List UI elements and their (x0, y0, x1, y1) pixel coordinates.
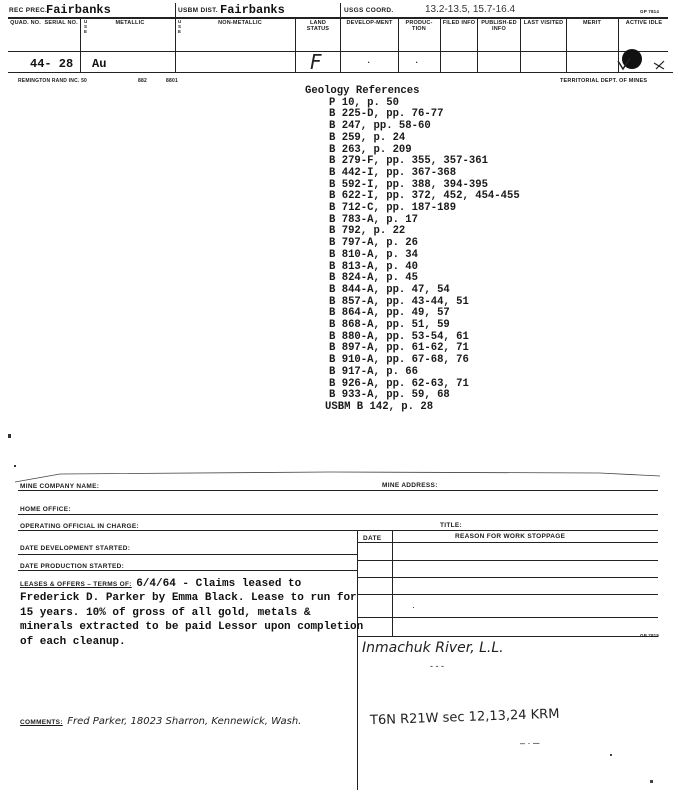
rec-prec-label: REC PREC. (9, 7, 48, 14)
leases-line: Frederick D. Parker by Emma Black. Lease to run for (20, 592, 357, 604)
leases-line: 15 years. 10% of gross of all gold, metals & (20, 606, 311, 619)
scan-speck (610, 754, 612, 756)
rule-header-bottom (8, 72, 673, 73)
rule-company (18, 490, 658, 491)
col-quad-no: QUAD. NO. (10, 20, 41, 26)
rule-prod-started (18, 570, 357, 571)
date-prod-started-label: DATE PRODUCTION STARTED: (20, 563, 125, 570)
vrule-9 (566, 17, 567, 72)
usbm-dist-label: USBM DIST. (178, 7, 218, 14)
vrule-3 (295, 17, 296, 72)
reference-item: B 824-A, p. 45 (329, 272, 419, 285)
reference-item: B 622-I, pp. 372, 452, 454-455 (329, 190, 520, 203)
reference-list (329, 98, 520, 402)
reference-item-usbm: USBM B 142, p. 28 (325, 400, 434, 413)
development-value: . (367, 52, 371, 66)
reference-item: B 225-D, pp. 76-77 (329, 108, 444, 121)
fold-line (0, 462, 678, 484)
vrule-7 (477, 17, 478, 72)
metallic-value: Au (92, 57, 107, 71)
mine-company-name-label: MINE COMPANY NAME: (20, 483, 100, 490)
col-metallic: METALLIC (115, 20, 145, 26)
reference-item: B 857-A, pp. 43-44, 51 (329, 295, 469, 308)
reference-item: B 917-A, p. 66 (329, 365, 419, 378)
stray-marks: – · ─ (520, 738, 540, 748)
col-serial-no: SERIAL NO. (44, 20, 78, 26)
scan-speck (650, 780, 653, 783)
reference-item: B 813-A, p. 40 (329, 260, 419, 273)
scan-speck (8, 434, 11, 438)
reference-item: B 864-A, pp. 49, 57 (329, 307, 450, 320)
printer-code-2: 8801 (166, 78, 178, 84)
table-dot: · (412, 602, 415, 612)
reference-item: B 810-A, p. 34 (329, 248, 419, 261)
reference-item: B 844-A, pp. 47, 54 (329, 283, 450, 296)
vrule-date-col (392, 530, 393, 636)
vrule-5 (398, 17, 399, 72)
land-status-value: F (310, 50, 322, 74)
reference-item: B 712-C, pp. 187-189 (329, 202, 457, 215)
operating-official-label: OPERATING OFFICIAL IN CHARGE: (20, 523, 139, 530)
title-label: TITLE: (440, 522, 463, 529)
vrule-4 (340, 3, 341, 72)
col-metallic-prefix: U S E (84, 19, 88, 34)
rule-home-office (18, 514, 658, 515)
department-label: TERRITORIAL DEPT. OF MINES (560, 78, 648, 84)
home-office-label: HOME OFFICE: (20, 506, 71, 513)
usbm-dist-value: Fairbanks (220, 3, 285, 17)
usgs-coord-value: 13.2-13.5, 15.7-16.4 (425, 4, 516, 15)
col-land-status: LAND STATUS (306, 20, 330, 32)
rule-header-mid (8, 51, 668, 52)
date-label: DATE (363, 535, 382, 542)
references-title: Geology References (305, 85, 420, 97)
reason-label: REASON FOR WORK STOPPAGE (455, 533, 566, 540)
reference-item: B 910-A, pp. 67-68, 76 (329, 354, 469, 367)
col-merit: MERIT (582, 20, 602, 26)
geology-references (305, 86, 520, 414)
comments-text: Fred Parker, 18023 Sharron, Kennewick, Wash. (67, 716, 302, 727)
handwritten-dots: - - - (430, 661, 444, 671)
date-dev-started-label: DATE DEVELOPMENT STARTED: (20, 545, 131, 552)
rule-table-4 (357, 594, 658, 595)
leases-section (20, 573, 365, 649)
reference-item: B 797-A, p. 26 (329, 237, 419, 250)
vrule-8 (520, 17, 521, 72)
reference-item: B 442-I, pp. 367-368 (329, 166, 457, 179)
col-development: DEVELOP-MENT (346, 20, 393, 26)
reference-item: B 933-A, pp. 59, 68 (329, 389, 450, 402)
vrule-1 (80, 17, 81, 72)
rec-prec-value: Fairbanks (46, 3, 111, 17)
col-nonmetallic: NON-METALLIC (218, 20, 262, 26)
comments-label: COMMENTS: (20, 719, 63, 726)
reference-item: B 263, p. 209 (329, 143, 412, 156)
col-published-info: PUBLISH-ED INFO (481, 20, 517, 32)
col-active-idle: ACTIVE IDLE (625, 20, 663, 26)
leases-line: minerals extracted to be paid Lessor upon completion (20, 621, 364, 633)
reference-item: B 247, pp. 58-60 (329, 120, 431, 133)
check-mark-icon (616, 55, 666, 73)
leases-first-line (20, 573, 365, 591)
mine-address-label: MINE ADDRESS: (382, 482, 438, 489)
reference-item: B 880-A, pp. 53-54, 61 (329, 330, 469, 343)
leases-label: LEASES & OFFERS – TERMS OF: (20, 581, 132, 588)
rule-table-6 (357, 636, 658, 637)
leases-line: of each cleanup. (20, 635, 126, 648)
vrule-form-split (357, 530, 358, 790)
col-last-visited: LAST VISITED (523, 20, 564, 26)
rule-official (18, 530, 658, 531)
rule-table-5 (357, 617, 658, 618)
form-number-top: GP 7814 (640, 9, 660, 14)
reference-item: B 868-A, pp. 51, 59 (329, 319, 450, 332)
rule-table-3 (357, 577, 658, 578)
vrule-2 (175, 3, 176, 72)
rule-table-1 (357, 542, 658, 543)
reference-item: B 926-A, pp. 62-63, 71 (329, 377, 469, 390)
vrule-6 (440, 17, 441, 72)
reference-item: B 783-A, p. 17 (329, 213, 419, 226)
col-production: PRODUC-TION (405, 20, 433, 32)
col-nonmetallic-prefix: U S E (178, 19, 182, 34)
col-quad-serial (8, 20, 80, 26)
col-filed-info: FILED INFO (442, 20, 476, 26)
reference-item: P 10, p. 50 (329, 96, 399, 109)
usgs-coord-label: USGS COORD. (344, 7, 394, 14)
scan-speck (14, 465, 16, 467)
reference-item: B 259, p. 24 (329, 131, 406, 144)
rule-table-2 (357, 560, 658, 561)
form-number-bottom: GP 7815 (640, 633, 660, 638)
handwritten-location: Inmachuk River, L.L. (362, 640, 504, 656)
rule-dev-started (18, 554, 357, 555)
printer-code-1: 882 (138, 78, 147, 84)
comments-section (20, 711, 301, 729)
leases-text-first: 6/4/64 - Claims leased to (136, 578, 302, 590)
reference-item: B 897-A, pp. 61-62, 71 (329, 342, 469, 355)
handwritten-township: T6N R21W sec 12,13,24 KRM (369, 706, 560, 729)
reference-item: B 592-I, pp. 388, 394-395 (329, 178, 488, 191)
quad-no-value: 44- 28 (30, 57, 74, 71)
production-value: . (415, 52, 419, 66)
rule-header-top (8, 17, 668, 19)
printer-line: REMINGTON RAND INC. 50 (18, 78, 88, 84)
reference-item: B 792, p. 22 (329, 225, 406, 238)
reference-item: B 279-F, pp. 355, 357-361 (329, 155, 488, 168)
